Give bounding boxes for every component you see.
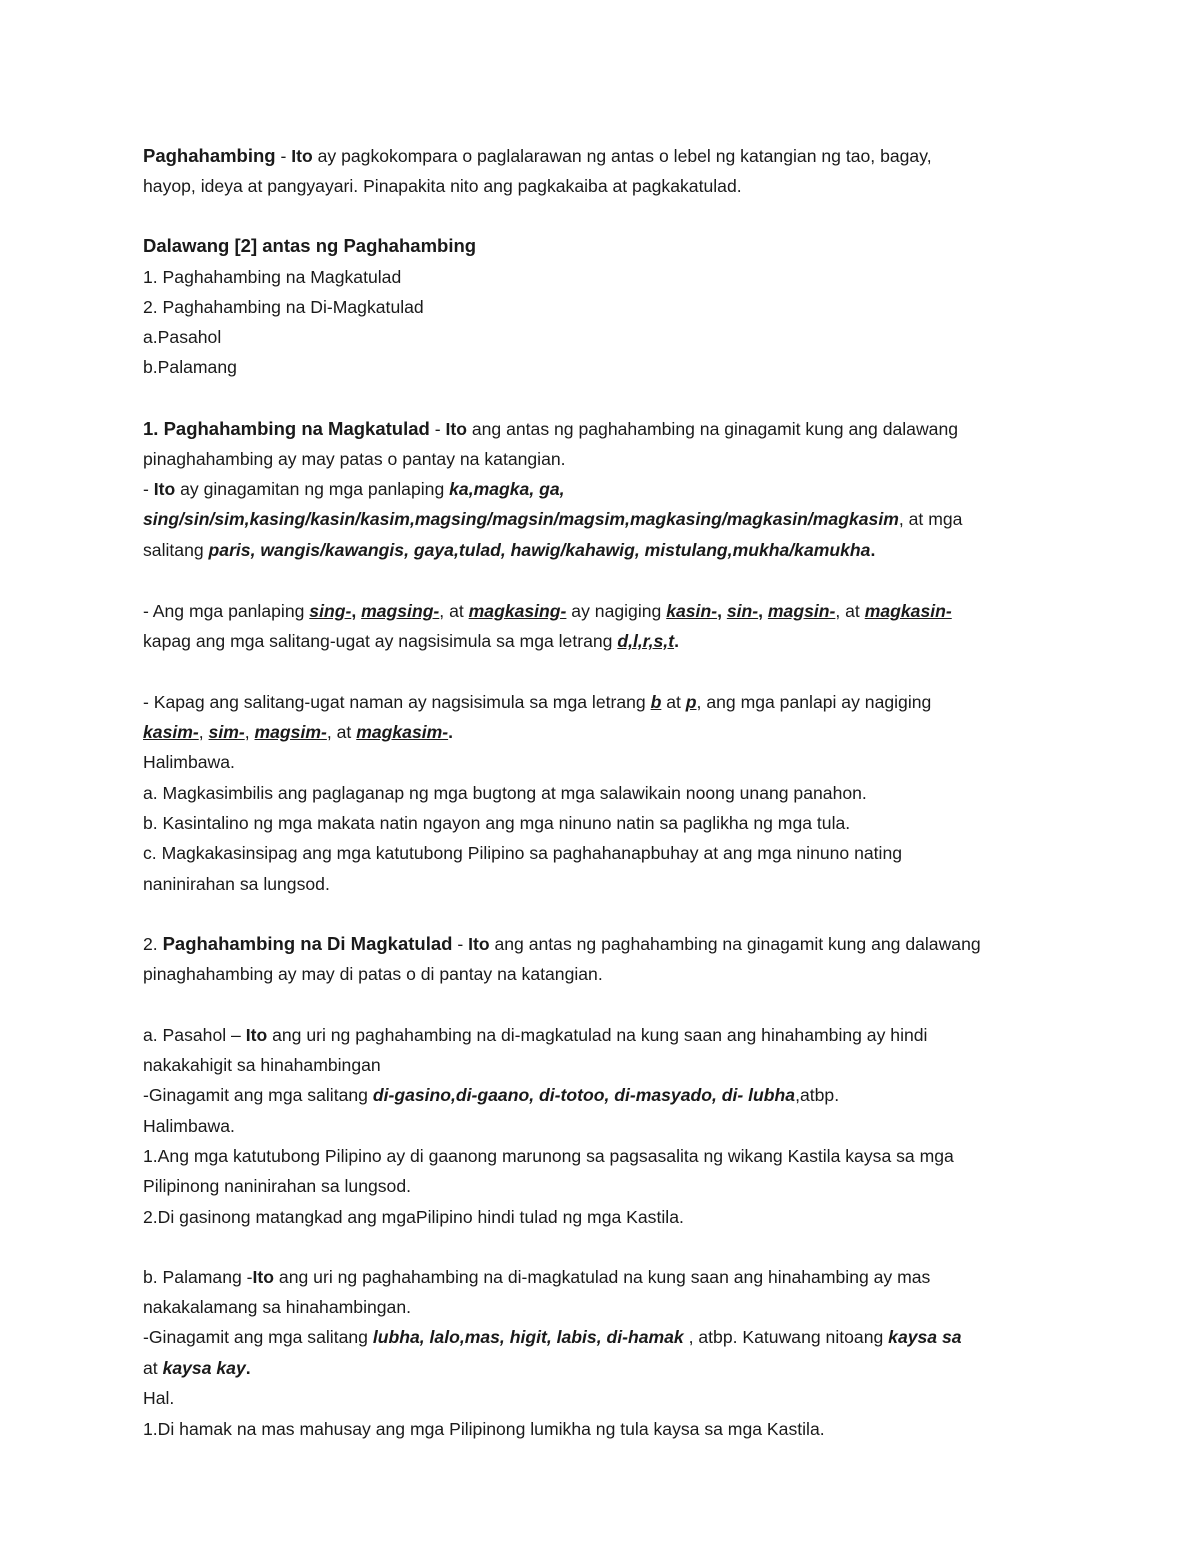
dimagkatulad-def-2: pinaghahambing ay may di patas o di pantay na katangian. (143, 964, 603, 984)
affix-magkasing: magkasing- (468, 601, 567, 621)
affixes-tail: , at mga (898, 509, 963, 529)
magkatulad-example-c: c. Magkakasinsipag ang mga katutubong Pilipino sa paghahanapbuhay at ang mga ninuno nating (143, 843, 903, 863)
magkatulad-affixes-line (143, 507, 962, 531)
dimagkatulad-def-1: ang antas ng paghahambing na ginagamit kung ang dalawang (489, 934, 981, 954)
affix-sim: sim- (208, 722, 245, 742)
pasahol-example-1-cont: Pilipinong naninirahan sa lungsod. (143, 1176, 412, 1196)
magkatulad-num: 1. (143, 418, 164, 439)
pasahol-example-2: 2.Di gasinong matangkad ang mgaPilipino hindi tulad ng mga Kastila. (143, 1207, 684, 1227)
palamang-kaysa-sa: kaysa sa (888, 1327, 962, 1347)
pasahol-use-line (143, 1083, 839, 1107)
affix-sing: sing- (309, 601, 352, 621)
salitang-end: . (870, 540, 876, 560)
letter-p: p (685, 692, 697, 712)
intro-def-1: ay pagkokompara o paglalarawan ng antas o lebel ng katangian ng tao, bagay, (312, 146, 932, 166)
palamang-line-1 (143, 1265, 930, 1289)
palamang-example-1: 1.Di hamak na mas mahusay ang mga Pilipinong lumikha ng tula kaysa sa mga Kastila. (143, 1419, 825, 1439)
antas-item-2: 2. Paghahambing na Di-Magkatulad (143, 297, 424, 317)
pasahol-use-words: di-gasino,di-gaano, di-totoo, di-masyado, di- lubha (372, 1085, 796, 1105)
rule2-b: , ang mga panlapi ay nagiging (696, 692, 932, 712)
sep: , (351, 601, 362, 621)
rule1-end: . (674, 631, 679, 651)
palamang-use-mid: , atbp. Katuwang nitoang (683, 1327, 889, 1347)
rule1-b: ay nagiging (566, 601, 667, 621)
use-pre: - (143, 479, 154, 499)
palamang-ito: Ito (252, 1267, 275, 1287)
pasahol-def-1: ang uri ng paghahambing na di-magkatulad na kung saan ang hinahambing ay hindi (267, 1025, 928, 1045)
affix-kasim: kasim- (143, 722, 199, 742)
sep: , (244, 722, 255, 742)
palamang-end: . (245, 1358, 251, 1378)
palamang-def-2: nakakalamang sa hinahambingan. (143, 1297, 412, 1317)
palamang-use-pre: -Ginagamit ang mga salitang (143, 1327, 373, 1347)
sep: , (758, 601, 768, 621)
magkatulad-def-2: pinaghahambing ay may patas o pantay na katangian. (143, 449, 566, 469)
magkatulad-heading-line (143, 417, 958, 441)
sep: , (717, 601, 727, 621)
antas-heading: Dalawang [2] antas ng Paghahambing (143, 235, 477, 256)
rule2-at: at (661, 692, 686, 712)
intro-term: Paghahambing (143, 145, 276, 166)
intro-ito: Ito (291, 146, 313, 166)
salitang-pre: salitang (143, 540, 209, 560)
letters-dlrst: d,l,r,s,t (617, 631, 675, 651)
intro-line-2: hayop, ideya at pangyayari. Pinapakita nito ang pagkakaiba at pagkakatulad. (143, 176, 742, 196)
palamang-use-line (143, 1325, 962, 1349)
palamang-use-words: lubha, lalo,mas, higit, labis, di-hamak (372, 1327, 684, 1347)
palamang-kaysa-kay: kaysa kay (162, 1358, 246, 1378)
magkatulad-dash: - (429, 419, 446, 439)
magkatulad-example-a: a. Magkasimbilis ang paglaganap ng mga bugtong at mga salawikain noong unang panahon. (143, 783, 867, 803)
use-affix-1: ka,magka, ga, (449, 479, 565, 499)
dimagkatulad-heading-line (143, 932, 981, 956)
palamang-kaysa-kay-line (143, 1356, 251, 1380)
sep: , at (326, 722, 357, 742)
sep: , (198, 722, 209, 742)
rule2-a: - Kapag ang salitang-ugat naman ay nagsisimula sa mga letrang (143, 692, 651, 712)
dimagkatulad-dash: - (452, 934, 469, 954)
intro-dash: - (275, 146, 292, 166)
pasahol-pre: a. Pasahol – (143, 1025, 246, 1045)
affix-magsing: magsing- (361, 601, 440, 621)
antas-item-b: b.Palamang (143, 357, 237, 377)
rule1-c: kapag ang mga salitang-ugat ay nagsisimula sa mga letrang (143, 631, 618, 651)
magkatulad-ito: Ito (445, 419, 467, 439)
pasahol-halimbawa: Halimbawa. (143, 1116, 235, 1136)
magkatulad-use-line (143, 477, 565, 501)
magkatulad-salitang-line (143, 538, 875, 562)
rule2-line-2 (143, 720, 453, 744)
magkatulad-example-c-cont: naninirahan sa lungsod. (143, 874, 330, 894)
rule2-end: . (448, 722, 454, 742)
palamang-hal: Hal. (143, 1388, 175, 1408)
antas-item-1: 1. Paghahambing na Magkatulad (143, 267, 402, 287)
affixes-list: sing/sin/sim,kasing/kasin/kasim,magsing/magsin/magsim,magkasing/magkasin/magkasim (143, 509, 899, 529)
use-ito: Ito (153, 479, 176, 499)
intro-line-1 (143, 144, 932, 168)
magkatulad-title: Paghahambing na Magkatulad (163, 418, 430, 439)
affix-magsin: magsin- (767, 601, 836, 621)
rule1-line-1 (143, 599, 952, 623)
rule1-a: - Ang mga panlaping (143, 601, 310, 621)
pasahol-example-1: 1.Ang mga katutubong Pilipino ay di gaanong marunong sa pagsasalita ng wikang Kastila kaysa sa mga (143, 1146, 954, 1166)
letter-b: b (650, 692, 662, 712)
use-mid: ay ginagamitan ng mga panlaping (175, 479, 450, 499)
palamang-at: at (143, 1358, 163, 1378)
sep: , at (835, 601, 865, 621)
pasahol-use-end: ,atbp. (795, 1085, 840, 1105)
affix-magkasin: magkasin- (864, 601, 952, 621)
dimagkatulad-title: Paghahambing na Di Magkatulad (162, 933, 453, 954)
dimagkatulad-ito: Ito (468, 934, 490, 954)
pasahol-line-1 (143, 1023, 927, 1047)
magkatulad-def-1: ang antas ng paghahambing na ginagamit kung ang dalawang (466, 419, 959, 439)
pasahol-ito: Ito (245, 1025, 268, 1045)
dimagkatulad-num: 2. (143, 934, 163, 954)
affix-magsim: magsim- (254, 722, 327, 742)
rule1-line-2 (143, 629, 679, 653)
affix-magkasim: magkasim- (356, 722, 449, 742)
rule2-line-1 (143, 690, 931, 714)
salitang-words: paris, wangis/kawangis, gaya,tulad, hawig/kahawig, mistulang,mukha/kamukha (208, 540, 871, 560)
affix-sin: sin- (726, 601, 759, 621)
pasahol-def-2: nakakahigit sa hinahambingan (143, 1055, 381, 1075)
sep: , at (439, 601, 469, 621)
magkatulad-example-b: b. Kasintalino ng mga makata natin ngayon ang mga ninuno natin sa paglikha ng mga tula. (143, 813, 851, 833)
palamang-pre: b. Palamang - (143, 1267, 253, 1287)
antas-item-a: a.Pasahol (143, 327, 222, 347)
palamang-def-1: ang uri ng paghahambing na di-magkatulad na kung saan ang hinahambing ay mas (274, 1267, 931, 1287)
magkatulad-halimbawa: Halimbawa. (143, 752, 235, 772)
pasahol-use-pre: -Ginagamit ang mga salitang (143, 1085, 373, 1105)
affix-kasin: kasin- (666, 601, 718, 621)
